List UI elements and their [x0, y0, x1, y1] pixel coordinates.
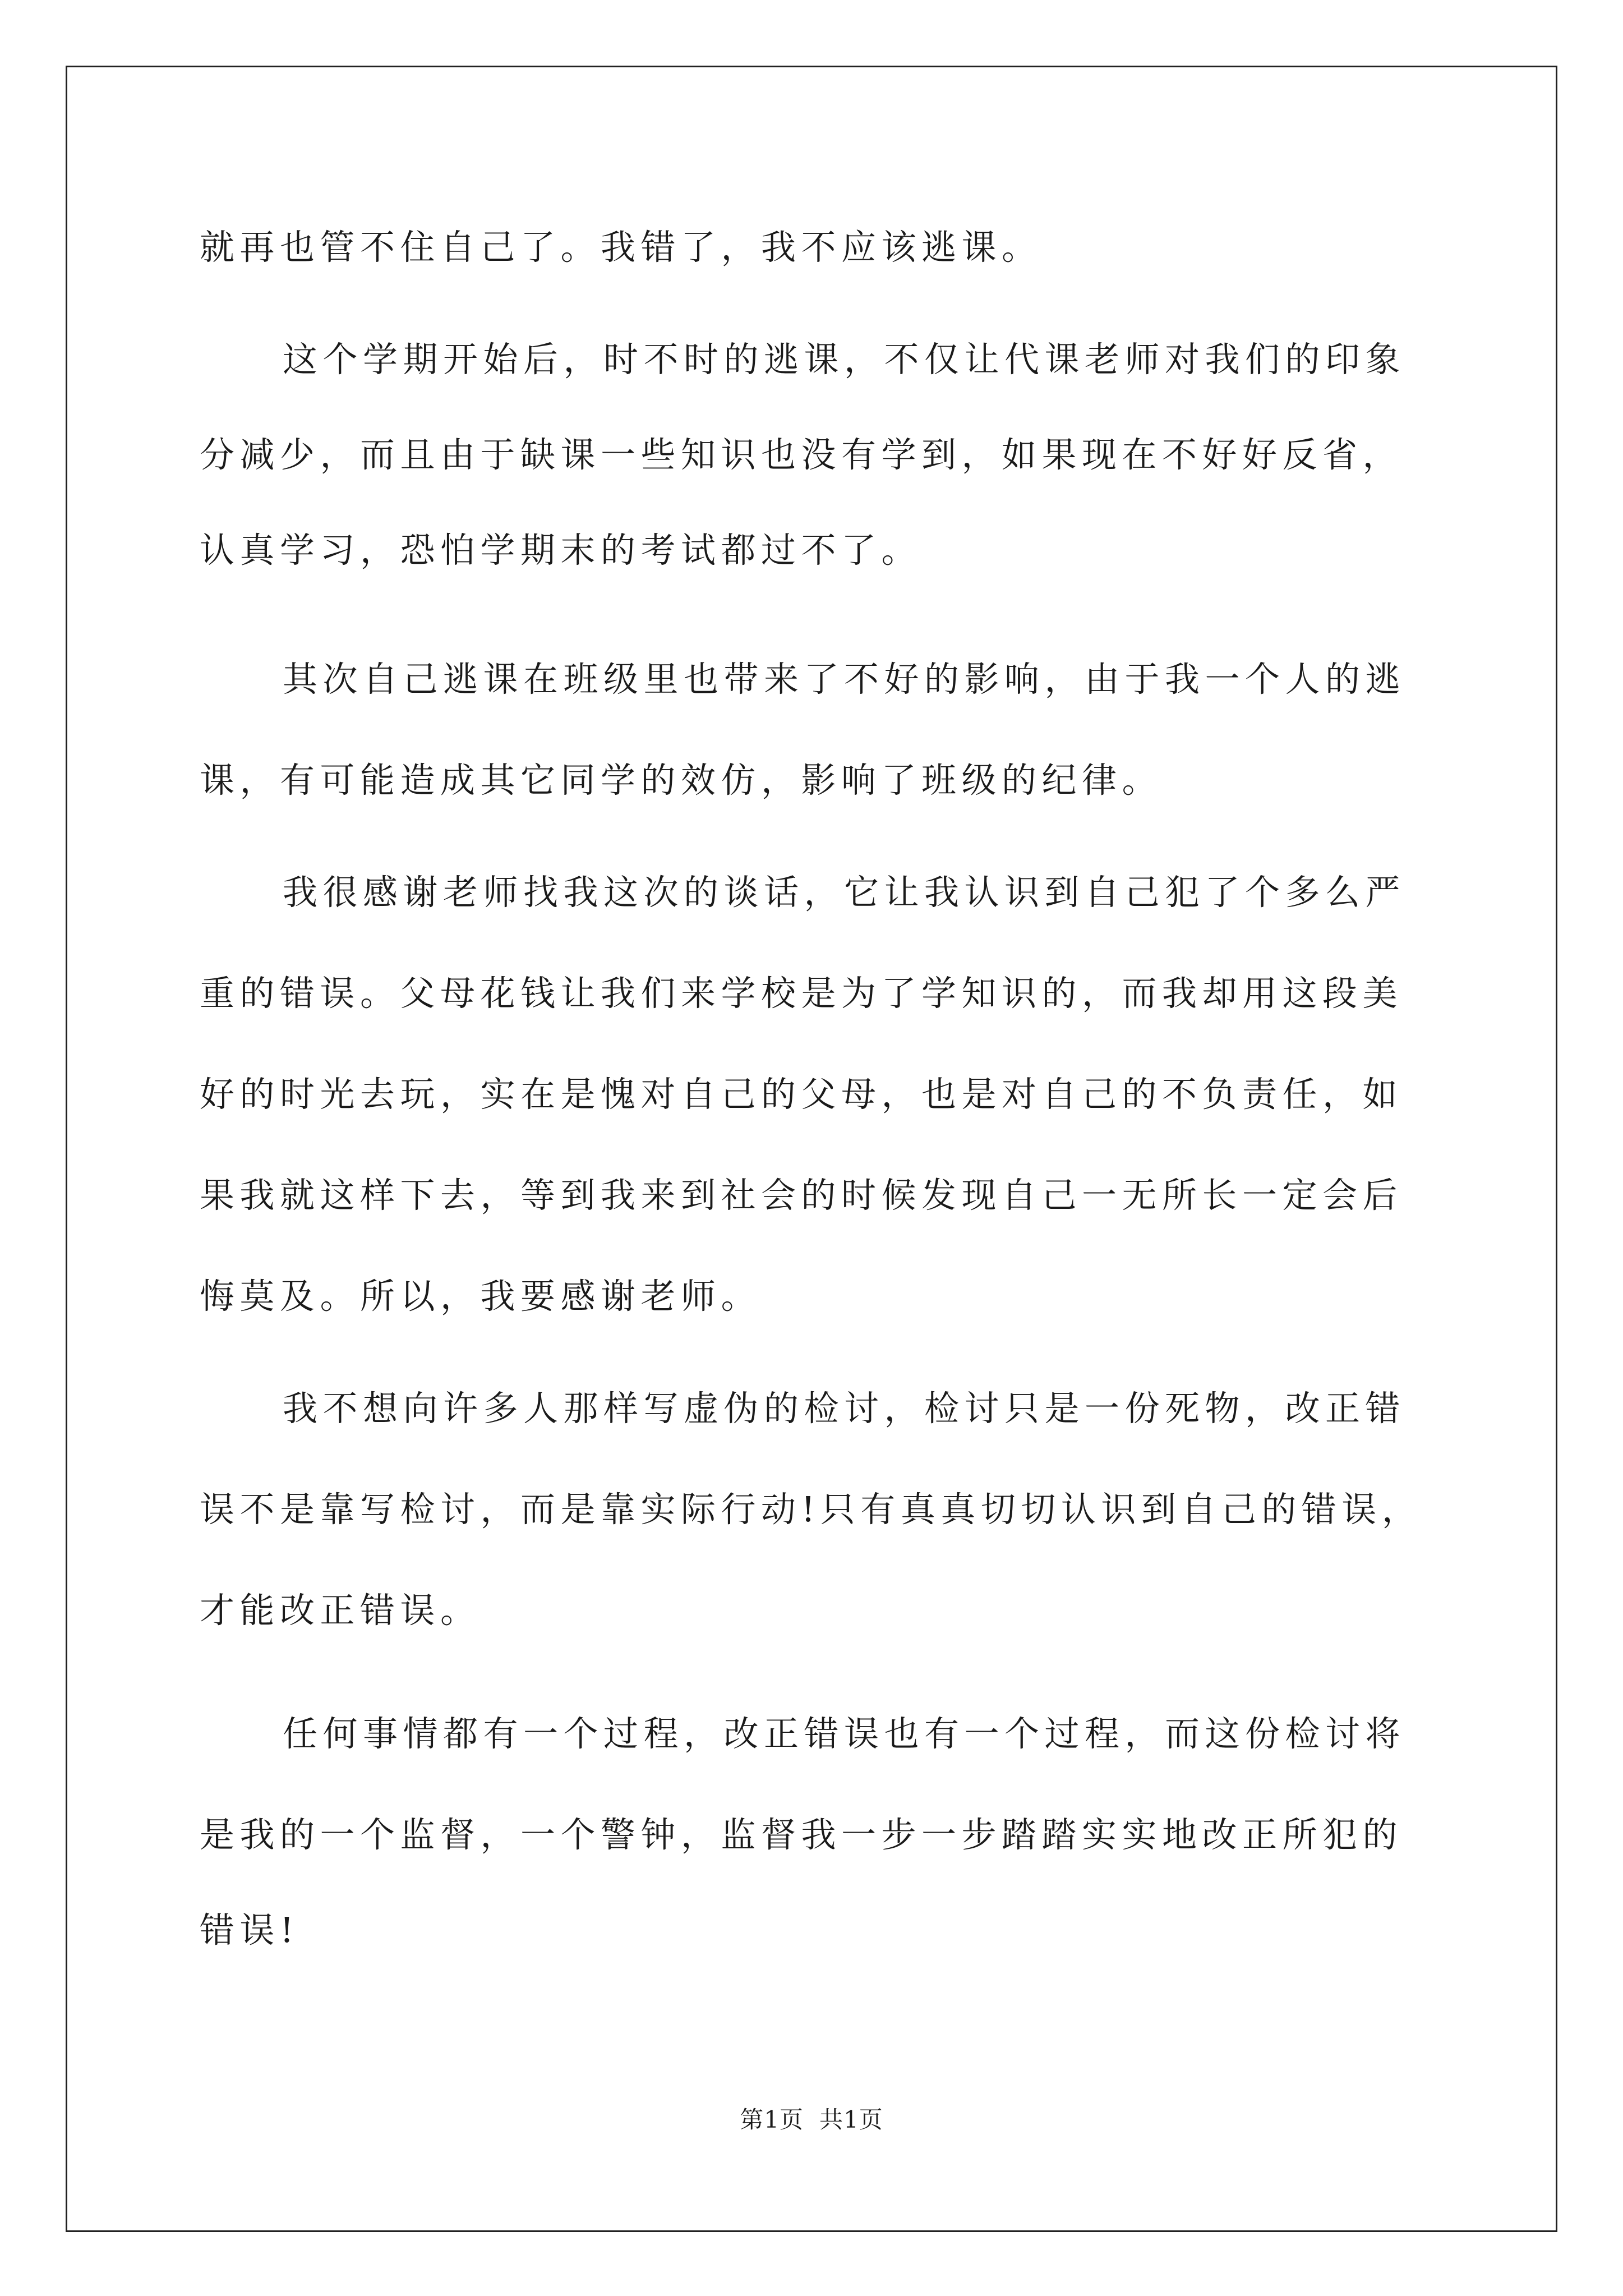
paragraph-4-line-2: 重的错误。父母花钱让我们来学校是为了学知识的，而我却用这段美	[200, 973, 1403, 1014]
paragraph-4-line-4: 果我就这样下去，等到我来到社会的时候发现自己一无所长一定会后	[200, 1175, 1403, 1216]
page-border	[66, 66, 1557, 2232]
paragraph-3-line-1: 其次自己逃课在班级里也带来了不好的影响，由于我一个人的逃	[283, 659, 1406, 700]
paragraph-5-line-3: 才能改正错误。	[200, 1590, 481, 1631]
paragraph-4-line-3: 好的时光去玩，实在是愧对自己的父母，也是对自己的不负责任，如	[200, 1074, 1403, 1115]
paragraph-2-line-3: 认真学习，恐怕学期末的考试都过不了。	[200, 530, 922, 570]
page-footer	[0, 2108, 1623, 2132]
paragraph-4-line-1: 我很感谢老师找我这次的谈话，它让我认识到自己犯了个多么严	[283, 872, 1406, 913]
paragraph-1-line-1: 就再也管不住自己了。我错了，我不应该逃课。	[200, 227, 1042, 268]
paragraph-6-line-1: 任何事情都有一个过程，改正错误也有一个过程，而这份检讨将	[283, 1713, 1406, 1754]
page-number: 第1页	[740, 2106, 804, 2133]
paragraph-4-line-5: 悔莫及。所以，我要感谢老师。	[200, 1276, 762, 1317]
paragraph-3-line-2: 课，有可能造成其它同学的效仿，影响了班级的纪律。	[200, 760, 1163, 800]
paragraph-6-line-2: 是我的一个监督，一个警钟，监督我一步一步踏踏实实地改正所犯的	[200, 1814, 1403, 1855]
paragraph-2-line-2: 分减少，而且由于缺课一些知识也没有学到，如果现在不好好反省，	[200, 434, 1403, 475]
paragraph-2-line-1: 这个学期开始后，时不时的逃课，不仅让代课老师对我们的印象	[283, 339, 1406, 380]
paragraph-5-line-2: 误不是靠写检讨，而是靠实际行动!只有真真切切认识到自己的错误，	[200, 1489, 1422, 1530]
paragraph-6-line-3: 错误!	[200, 1910, 299, 1950]
paragraph-5-line-1: 我不想向许多人那样写虚伪的检讨，检讨只是一份死物，改正错	[283, 1388, 1406, 1429]
page-total: 共1页	[819, 2106, 883, 2133]
